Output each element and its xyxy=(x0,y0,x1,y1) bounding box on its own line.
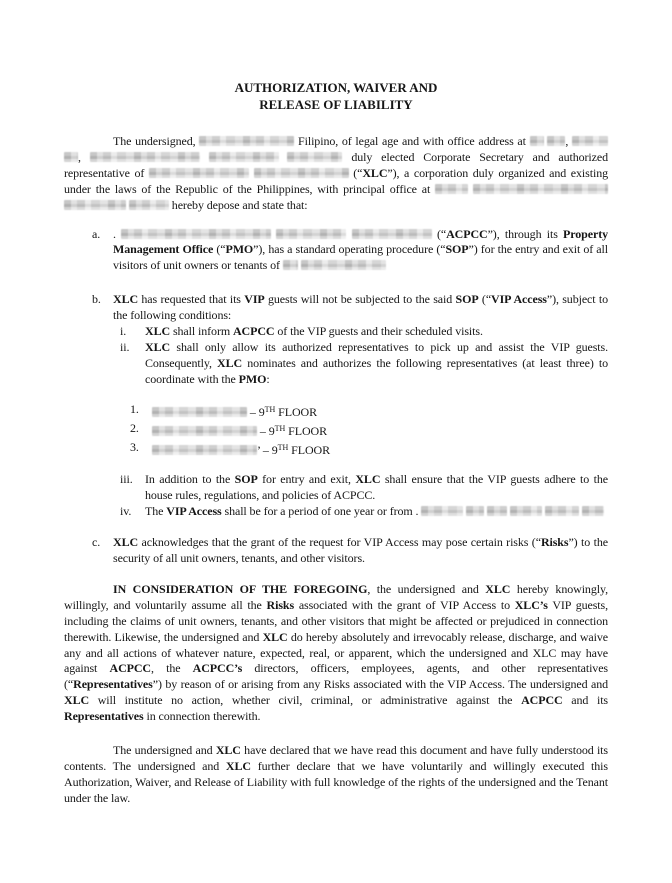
text-run: (“ xyxy=(431,226,447,241)
list-item-b-iv-text xyxy=(145,504,604,518)
redacted-text xyxy=(90,152,200,162)
bold-text-run: ACPCC xyxy=(232,324,275,339)
bold-text-run: SOP xyxy=(445,242,469,257)
text-run: will institute no action, whether civil, criminal, or administrative against the xyxy=(89,693,522,708)
list-marker-b-i: i. xyxy=(120,324,127,339)
text-run: nominates and authorizes the following representatives (at least three) to coordinate with the xyxy=(145,355,608,386)
text-run xyxy=(279,150,288,164)
text-run: : xyxy=(266,371,270,386)
representative-marker-1: 1. xyxy=(130,401,139,416)
representative-text-2 xyxy=(152,424,327,438)
text-run: ”), subject to the following conditions: xyxy=(113,292,609,323)
redacted-text xyxy=(121,229,271,239)
bold-text-run: ACPCC’s xyxy=(192,661,243,676)
bold-text-run: Representatives xyxy=(73,677,153,692)
intro-paragraph xyxy=(64,134,608,214)
bold-text-run: ACPCC xyxy=(109,661,151,676)
redacted-text xyxy=(283,260,298,270)
bold-text-run: XLC xyxy=(145,339,171,354)
redacted-text xyxy=(473,184,608,194)
text-run: ’ – 9 xyxy=(257,442,278,457)
text-run: – 9 xyxy=(257,423,275,438)
text-run: acknowledges that the grant of the request for VIP Access may pose certain risks (“ xyxy=(138,535,541,550)
bold-text-run: XLC xyxy=(113,535,139,550)
text-run: The undersigned and xyxy=(113,743,216,758)
bold-text-run: Property Management Office xyxy=(113,226,609,257)
redacted-text xyxy=(301,260,386,270)
text-run: , the undersigned and xyxy=(367,581,486,596)
text-run: The xyxy=(145,504,167,519)
text-run: have declared that we have read this document and have fully understood its contents. The undersigned and xyxy=(64,743,608,773)
representative-marker-2: 2. xyxy=(130,420,139,435)
redacted-text xyxy=(287,152,342,162)
redacted-text xyxy=(199,136,294,146)
bold-text-run: ACPCC xyxy=(446,226,488,241)
text-run: do hereby absolutely and irrevocably release, discharge, and waive any and all actions of whatever nature, expected, real, or apparent, which the undersigned and XLC may have against xyxy=(64,629,608,676)
bold-text-run: Representatives xyxy=(64,709,144,724)
text-run: hereby knowingly, willingly, and voluntarily assume all the xyxy=(64,581,608,612)
text-run: The undersigned, xyxy=(113,134,200,148)
redacted-text xyxy=(352,229,432,239)
bold-text-run: XLC xyxy=(145,324,171,339)
bold-text-run: Risks xyxy=(540,535,569,550)
list-item-a xyxy=(64,227,608,275)
redacted-text xyxy=(254,168,349,178)
superscript-text-run: TH xyxy=(264,404,276,414)
text-run: has requested that its xyxy=(138,292,245,307)
text-run: (“ xyxy=(478,292,492,307)
text-run: for entry and exit, xyxy=(257,472,356,487)
bold-text-run: PMO xyxy=(238,371,267,386)
bold-text-run: XLC xyxy=(362,165,388,180)
bold-text-run: XLC xyxy=(225,759,251,773)
list-item-b-iii-text xyxy=(145,472,608,502)
redacted-text xyxy=(64,152,78,162)
bold-text-run: XLC’s xyxy=(514,597,548,612)
text-run: hereby depose and state that: xyxy=(168,197,308,212)
text-run: ”), a corporation duly organized and existing under the laws of the Republic of the Philippines, with principal office at xyxy=(64,165,608,196)
redacted-text xyxy=(64,200,126,210)
list-item-b-ii xyxy=(64,340,608,388)
text-run: (“ xyxy=(213,242,226,257)
text-run: further declare that we have voluntarily and willingly executed this Authorization, Waiver, and Release of Liability with full knowledge of the rights of the undersigned and the Tenant under the law. xyxy=(64,759,608,805)
text-run: and its xyxy=(562,693,608,708)
redacted-text xyxy=(547,136,565,146)
redacted-text xyxy=(545,506,579,516)
text-run xyxy=(249,166,254,180)
redacted-text xyxy=(152,407,247,417)
list-item-b-i xyxy=(64,324,608,340)
redacted-text xyxy=(510,506,542,516)
bold-text-run: XLC xyxy=(215,743,241,758)
representative-row-3 xyxy=(64,440,608,459)
bold-text-run: ACPCC xyxy=(521,693,563,708)
bold-text-run: XLC xyxy=(64,693,90,708)
text-run: shall only allow its authorized representatives to pick up and assist the VIP guests. Consequently, xyxy=(145,339,608,370)
redacted-text xyxy=(276,229,346,239)
bold-text-run: VIP Access xyxy=(491,292,547,307)
text-run: VIP guests, including the claims of unit owners, tenants, and other visitors that might be affected or prejudiced in connection therewith. Likewise, the undersigned and xyxy=(64,597,609,644)
text-run: ”), has a standard operating procedure (“ xyxy=(253,242,446,257)
bold-text-run: VIP Access xyxy=(166,504,222,519)
bold-text-run: VIP xyxy=(244,292,265,307)
list-marker-a: a. xyxy=(92,226,101,241)
list-marker-b-iv: iv. xyxy=(120,504,132,519)
document-title xyxy=(64,80,608,113)
bold-text-run: XLC xyxy=(355,472,381,487)
text-run: FLOOR xyxy=(275,404,318,419)
text-run: ”) for the entry and exit of all visitors of unit owners or tenants of xyxy=(113,242,608,273)
list-item-b-iv xyxy=(64,504,608,520)
list-item-b-i-text xyxy=(145,324,483,338)
superscript-text-run: TH xyxy=(274,423,286,433)
list-item-b-ii-text xyxy=(145,340,608,386)
closing-paragraph xyxy=(64,743,608,807)
bold-text-run: SOP xyxy=(234,472,258,487)
redacted-text xyxy=(129,200,169,210)
redacted-text xyxy=(421,506,463,516)
bold-text-run: XLC xyxy=(113,292,139,307)
text-run: FLOOR xyxy=(285,423,328,438)
text-run: directors, officers, employees, agents, and other representatives (“ xyxy=(64,661,609,692)
representative-marker-3: 3. xyxy=(130,439,139,454)
text-run: guests will not be subjected to the said xyxy=(264,292,456,307)
bold-text-run: IN CONSIDERATION OF THE FOREGOING xyxy=(113,581,368,596)
bold-text-run: XLC xyxy=(262,629,288,644)
list-item-b-text xyxy=(113,292,608,322)
list-marker-b: b. xyxy=(92,292,101,307)
text-run: ”) by reason of or arising from any Risks associated with the VIP Access. The undersigned and xyxy=(152,677,608,692)
bold-text-run: SOP xyxy=(455,292,479,307)
text-run: , xyxy=(78,149,90,164)
text-run: , xyxy=(565,134,573,148)
list-item-a-text xyxy=(113,227,608,273)
text-run xyxy=(346,227,351,241)
document-title-line-1: AUTHORIZATION, WAIVER AND xyxy=(234,80,438,95)
text-run: in connection therewith. xyxy=(143,709,261,724)
list-item-b-iii xyxy=(64,472,608,504)
text-run: shall be for a period of one year or from . xyxy=(221,504,419,519)
bold-text-run: Risks xyxy=(266,597,295,612)
redacted-text xyxy=(149,168,249,178)
representative-row-1 xyxy=(64,402,608,421)
list-marker-b-ii: ii. xyxy=(120,339,130,354)
text-run: shall ensure that the VIP guests adhere to the house rules, regulations, and policies of ACPCC. xyxy=(145,472,608,503)
representative-row-2 xyxy=(64,421,608,440)
list-marker-b-iii: iii. xyxy=(120,472,133,487)
document-title-line-2: RELEASE OF LIABILITY xyxy=(259,96,413,112)
text-run: ”) to the security of all unit owners, tenants, and other visitors. xyxy=(113,535,608,566)
text-run: Filipino, of legal age and with office address at xyxy=(294,134,530,148)
redacted-text xyxy=(487,506,507,516)
redacted-text xyxy=(466,506,484,516)
text-run xyxy=(200,150,209,164)
redacted-text xyxy=(152,445,257,455)
list-item-c-text xyxy=(113,535,608,565)
text-run: duly elected Corporate Secretary and authorized representative of xyxy=(64,149,608,180)
redacted-text xyxy=(530,136,544,146)
text-run: In addition to the xyxy=(145,472,235,487)
text-run: – 9 xyxy=(247,404,265,419)
text-run: . xyxy=(113,226,122,241)
list-marker-c: c. xyxy=(92,535,101,550)
text-run: shall inform xyxy=(170,324,233,339)
redacted-text xyxy=(152,426,257,436)
representative-text-3 xyxy=(152,443,330,457)
text-run: (“ xyxy=(348,165,363,180)
representatives-list xyxy=(64,402,608,459)
bold-text-run: XLC xyxy=(485,581,511,596)
consideration-paragraph xyxy=(64,582,608,725)
redacted-text xyxy=(582,506,604,516)
redacted-text xyxy=(435,184,468,194)
list-item-c xyxy=(64,535,608,567)
text-run: , the xyxy=(151,661,193,676)
list-item-b xyxy=(64,292,608,324)
bold-text-run: XLC xyxy=(217,355,243,370)
text-run: of the VIP guests and their scheduled visits. xyxy=(274,324,483,339)
text-run: ”), through its xyxy=(487,226,564,241)
redacted-text xyxy=(572,136,608,146)
representative-text-1 xyxy=(152,405,317,419)
superscript-text-run: TH xyxy=(277,442,289,452)
text-run: FLOOR xyxy=(288,442,331,457)
redacted-text xyxy=(209,152,279,162)
text-run: associated with the grant of VIP Access to xyxy=(294,597,515,612)
bold-text-run: PMO xyxy=(225,242,254,257)
